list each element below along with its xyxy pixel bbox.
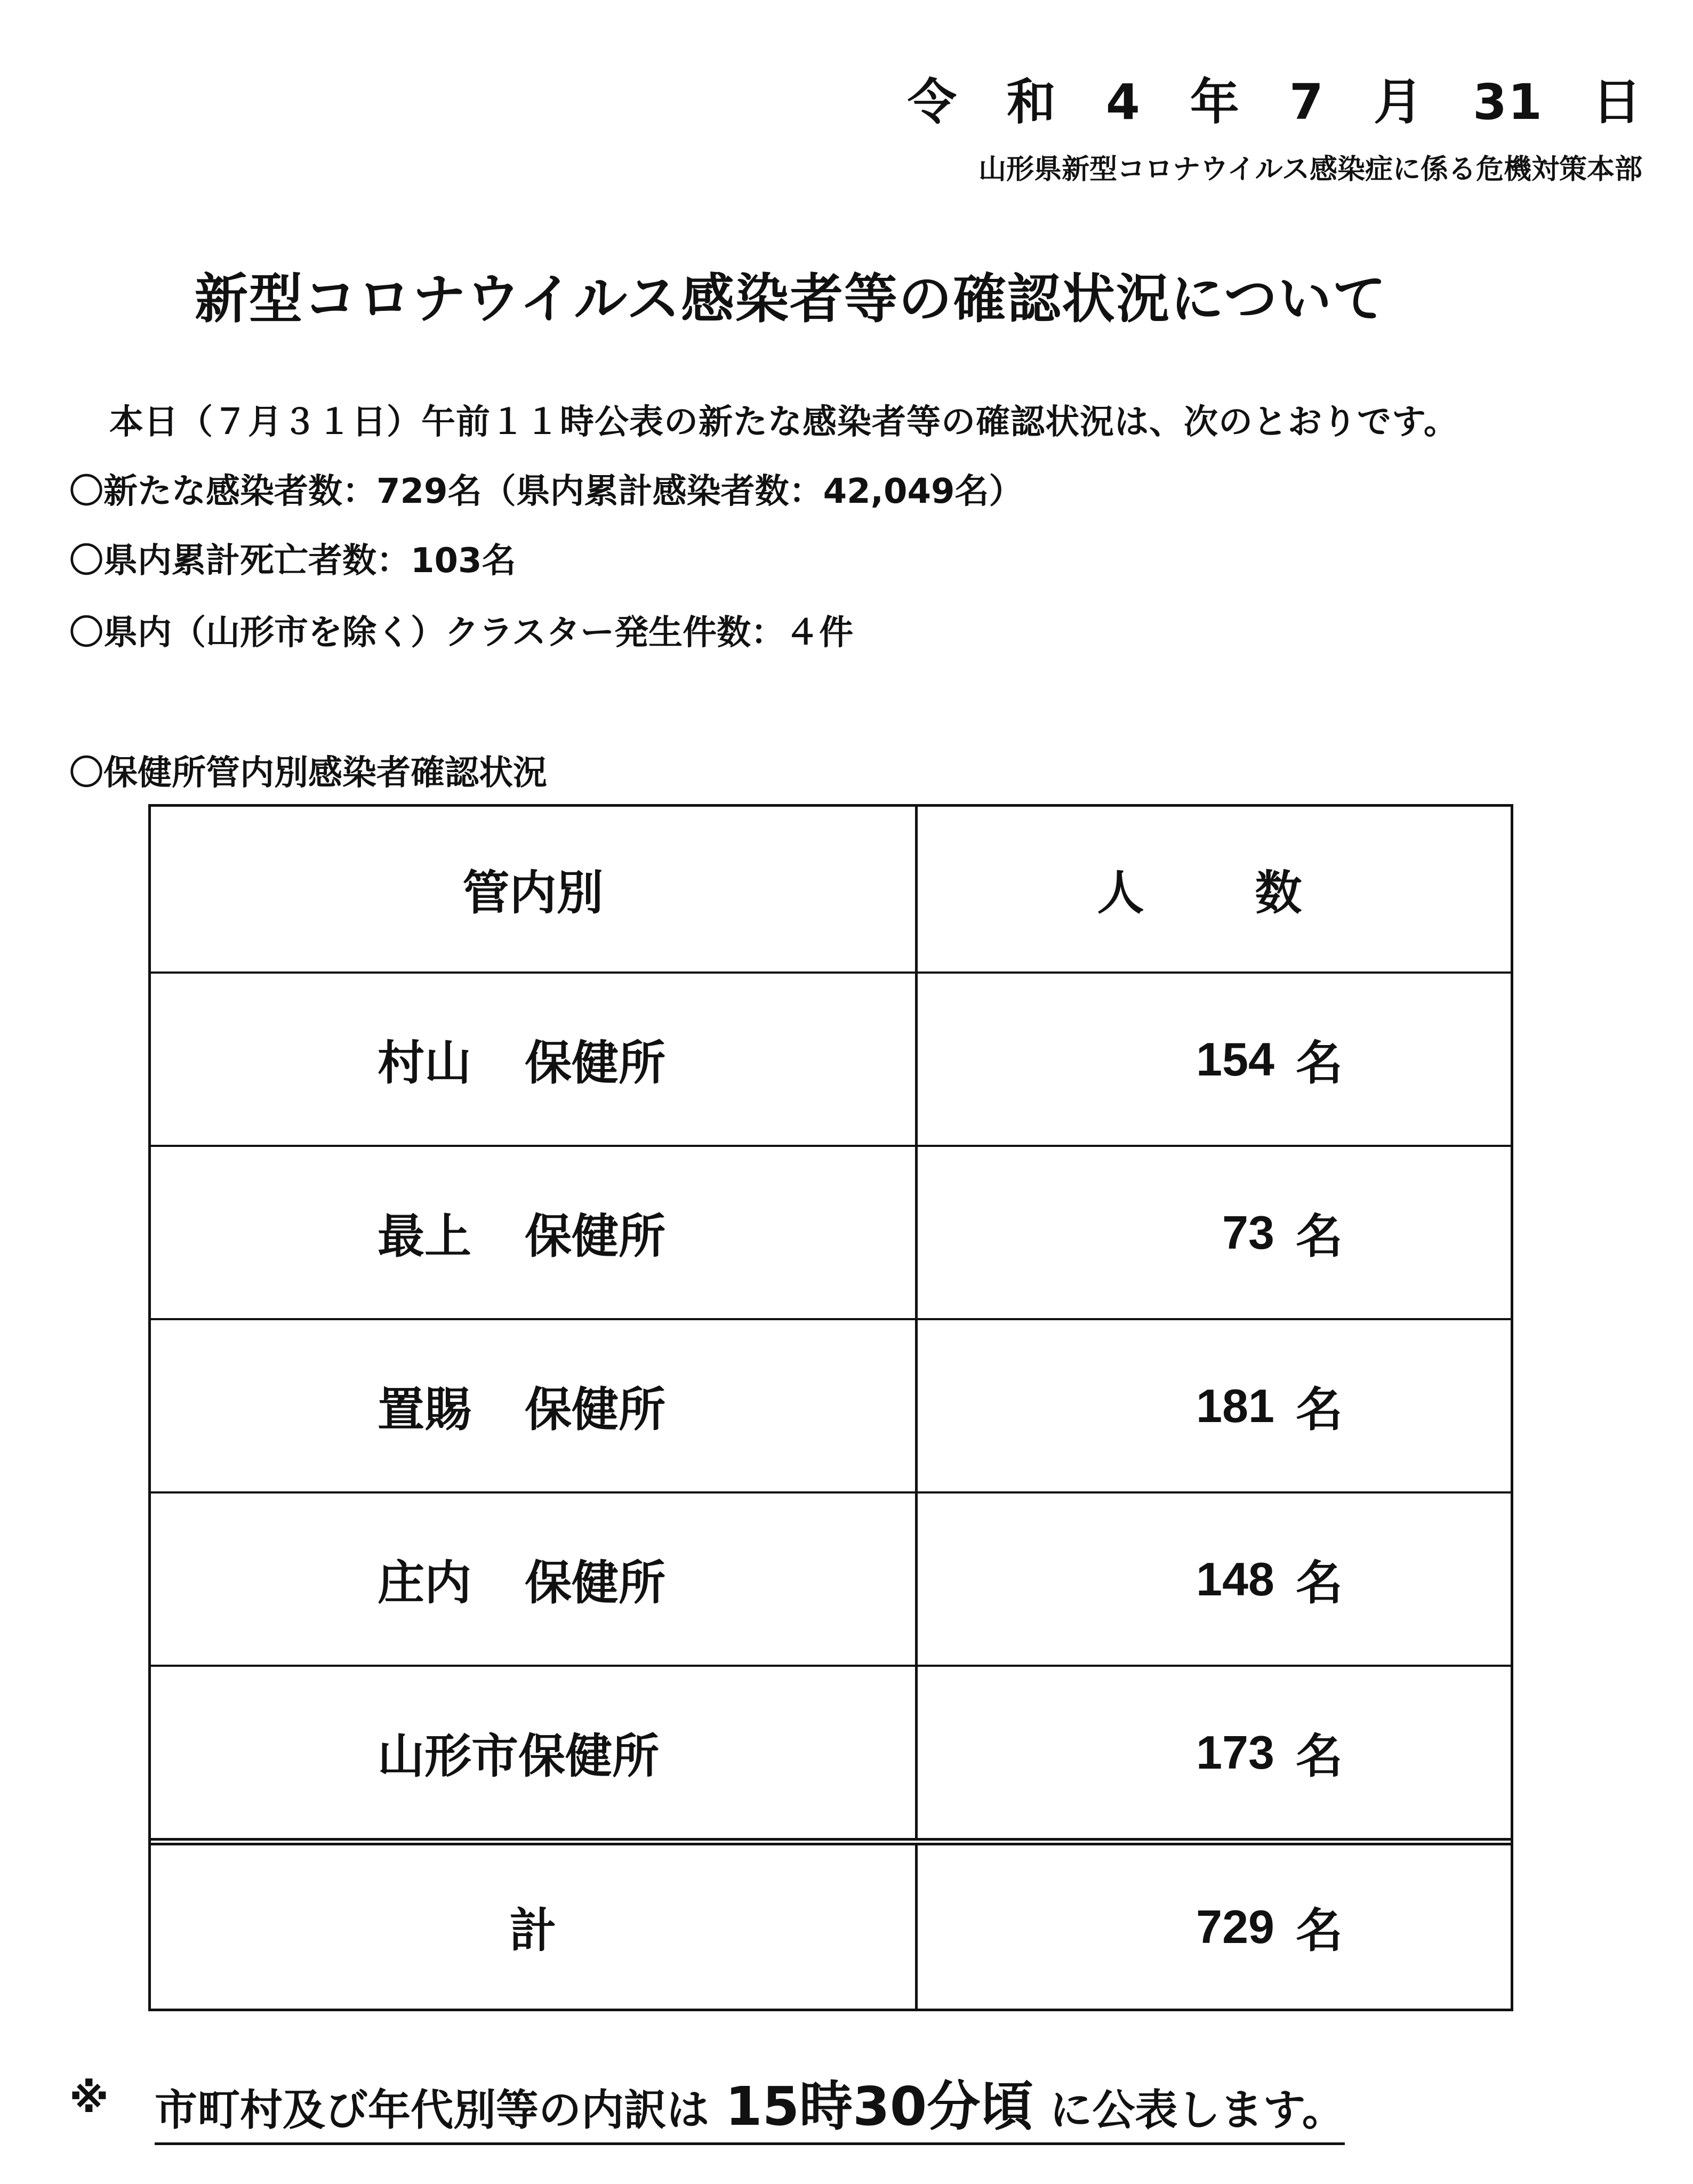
cases-by-health-center-table — [148, 804, 1513, 2011]
new-cases-line: 〇新たな感染者数：729名（県内累計感染者数：42,049名） — [69, 472, 1023, 511]
total-label: 計 — [151, 1845, 918, 2009]
date-part: 月 — [1373, 74, 1424, 131]
table-row — [151, 1494, 1511, 1667]
count-unit: 名 — [1295, 1035, 1343, 1090]
count-value: 181 — [1196, 1379, 1274, 1432]
area-name: 山形市保健所 — [378, 1728, 660, 1784]
count-value: 154 — [1196, 1032, 1274, 1086]
table-row — [151, 1667, 1511, 1845]
intro-text: 本日（７月３１日）午前１１時公表の新たな感染者等の確認状況は、次のとおりです。 — [109, 403, 1458, 442]
date-part: 7 — [1289, 74, 1325, 131]
count-unit: 名 — [1295, 1555, 1343, 1610]
table-row — [151, 1147, 1511, 1320]
count-unit: 名 — [1295, 1903, 1343, 1958]
table-caption: 〇保健所管内別感染者確認状況 — [69, 753, 547, 793]
area-name: 置賜 — [378, 1382, 472, 1437]
date-part: 31 — [1472, 74, 1543, 131]
area-cell — [151, 1667, 918, 1838]
header-area: 管内別 — [151, 807, 918, 971]
count-unit: 名 — [1295, 1208, 1343, 1264]
deaths-line: 〇県内累計死亡者数：103名 — [69, 541, 516, 581]
area-cell — [151, 974, 918, 1145]
table-row — [151, 1320, 1511, 1494]
area-name: 庄内 — [378, 1555, 472, 1610]
table-total-row — [151, 1845, 1511, 2009]
note-time: 15時30分頃 — [725, 2075, 1034, 2138]
count-cell — [918, 974, 1513, 1145]
count-unit: 名 — [1295, 1728, 1343, 1784]
note-text-before: 市町村及び年代別等の内訳は — [155, 2085, 709, 2135]
document-title: 新型コロナウイルス感染者等の確認状況について — [195, 268, 1387, 330]
area-cell — [151, 1147, 918, 1318]
date-part: 日 — [1592, 74, 1642, 131]
total-count-cell — [918, 1845, 1513, 2009]
area-cell — [151, 1320, 918, 1491]
area-cell — [151, 1494, 918, 1665]
count-value: 173 — [1196, 1725, 1274, 1779]
office-name: 保健所 — [525, 1035, 666, 1090]
date-part: 令 — [907, 74, 958, 131]
issuer: 山形県新型コロナウイルス感染症に係る危機対策本部 — [978, 154, 1642, 186]
count-cell — [918, 1320, 1513, 1491]
count-unit: 名 — [1295, 1382, 1343, 1437]
note-text — [155, 2063, 1345, 2145]
note-text-after: に公表します。 — [1049, 2085, 1345, 2135]
date-part: 4 — [1105, 74, 1141, 131]
header-count: 人 数 — [1097, 865, 1334, 920]
count-value: 148 — [1196, 1552, 1274, 1605]
count-cell — [918, 1147, 1513, 1318]
table-header-row — [151, 807, 1511, 974]
count-value: 73 — [1222, 1206, 1274, 1259]
clusters-line: 〇県内（山形市を除く）クラスター発生件数：４件 — [69, 613, 854, 653]
note-mark: ※ — [69, 2074, 109, 2122]
count-cell — [918, 1667, 1513, 1838]
count-cell — [918, 1494, 1513, 1665]
date-part: 和 — [1006, 74, 1057, 131]
date-line — [908, 63, 1642, 133]
table-row — [151, 974, 1511, 1147]
office-name: 保健所 — [525, 1382, 666, 1437]
date-part: 年 — [1190, 74, 1240, 131]
office-name: 保健所 — [525, 1208, 666, 1264]
area-name: 村山 — [378, 1035, 472, 1090]
office-name: 保健所 — [525, 1555, 666, 1610]
total-count-value: 729 — [1196, 1900, 1274, 1953]
area-name: 最上 — [378, 1208, 472, 1264]
